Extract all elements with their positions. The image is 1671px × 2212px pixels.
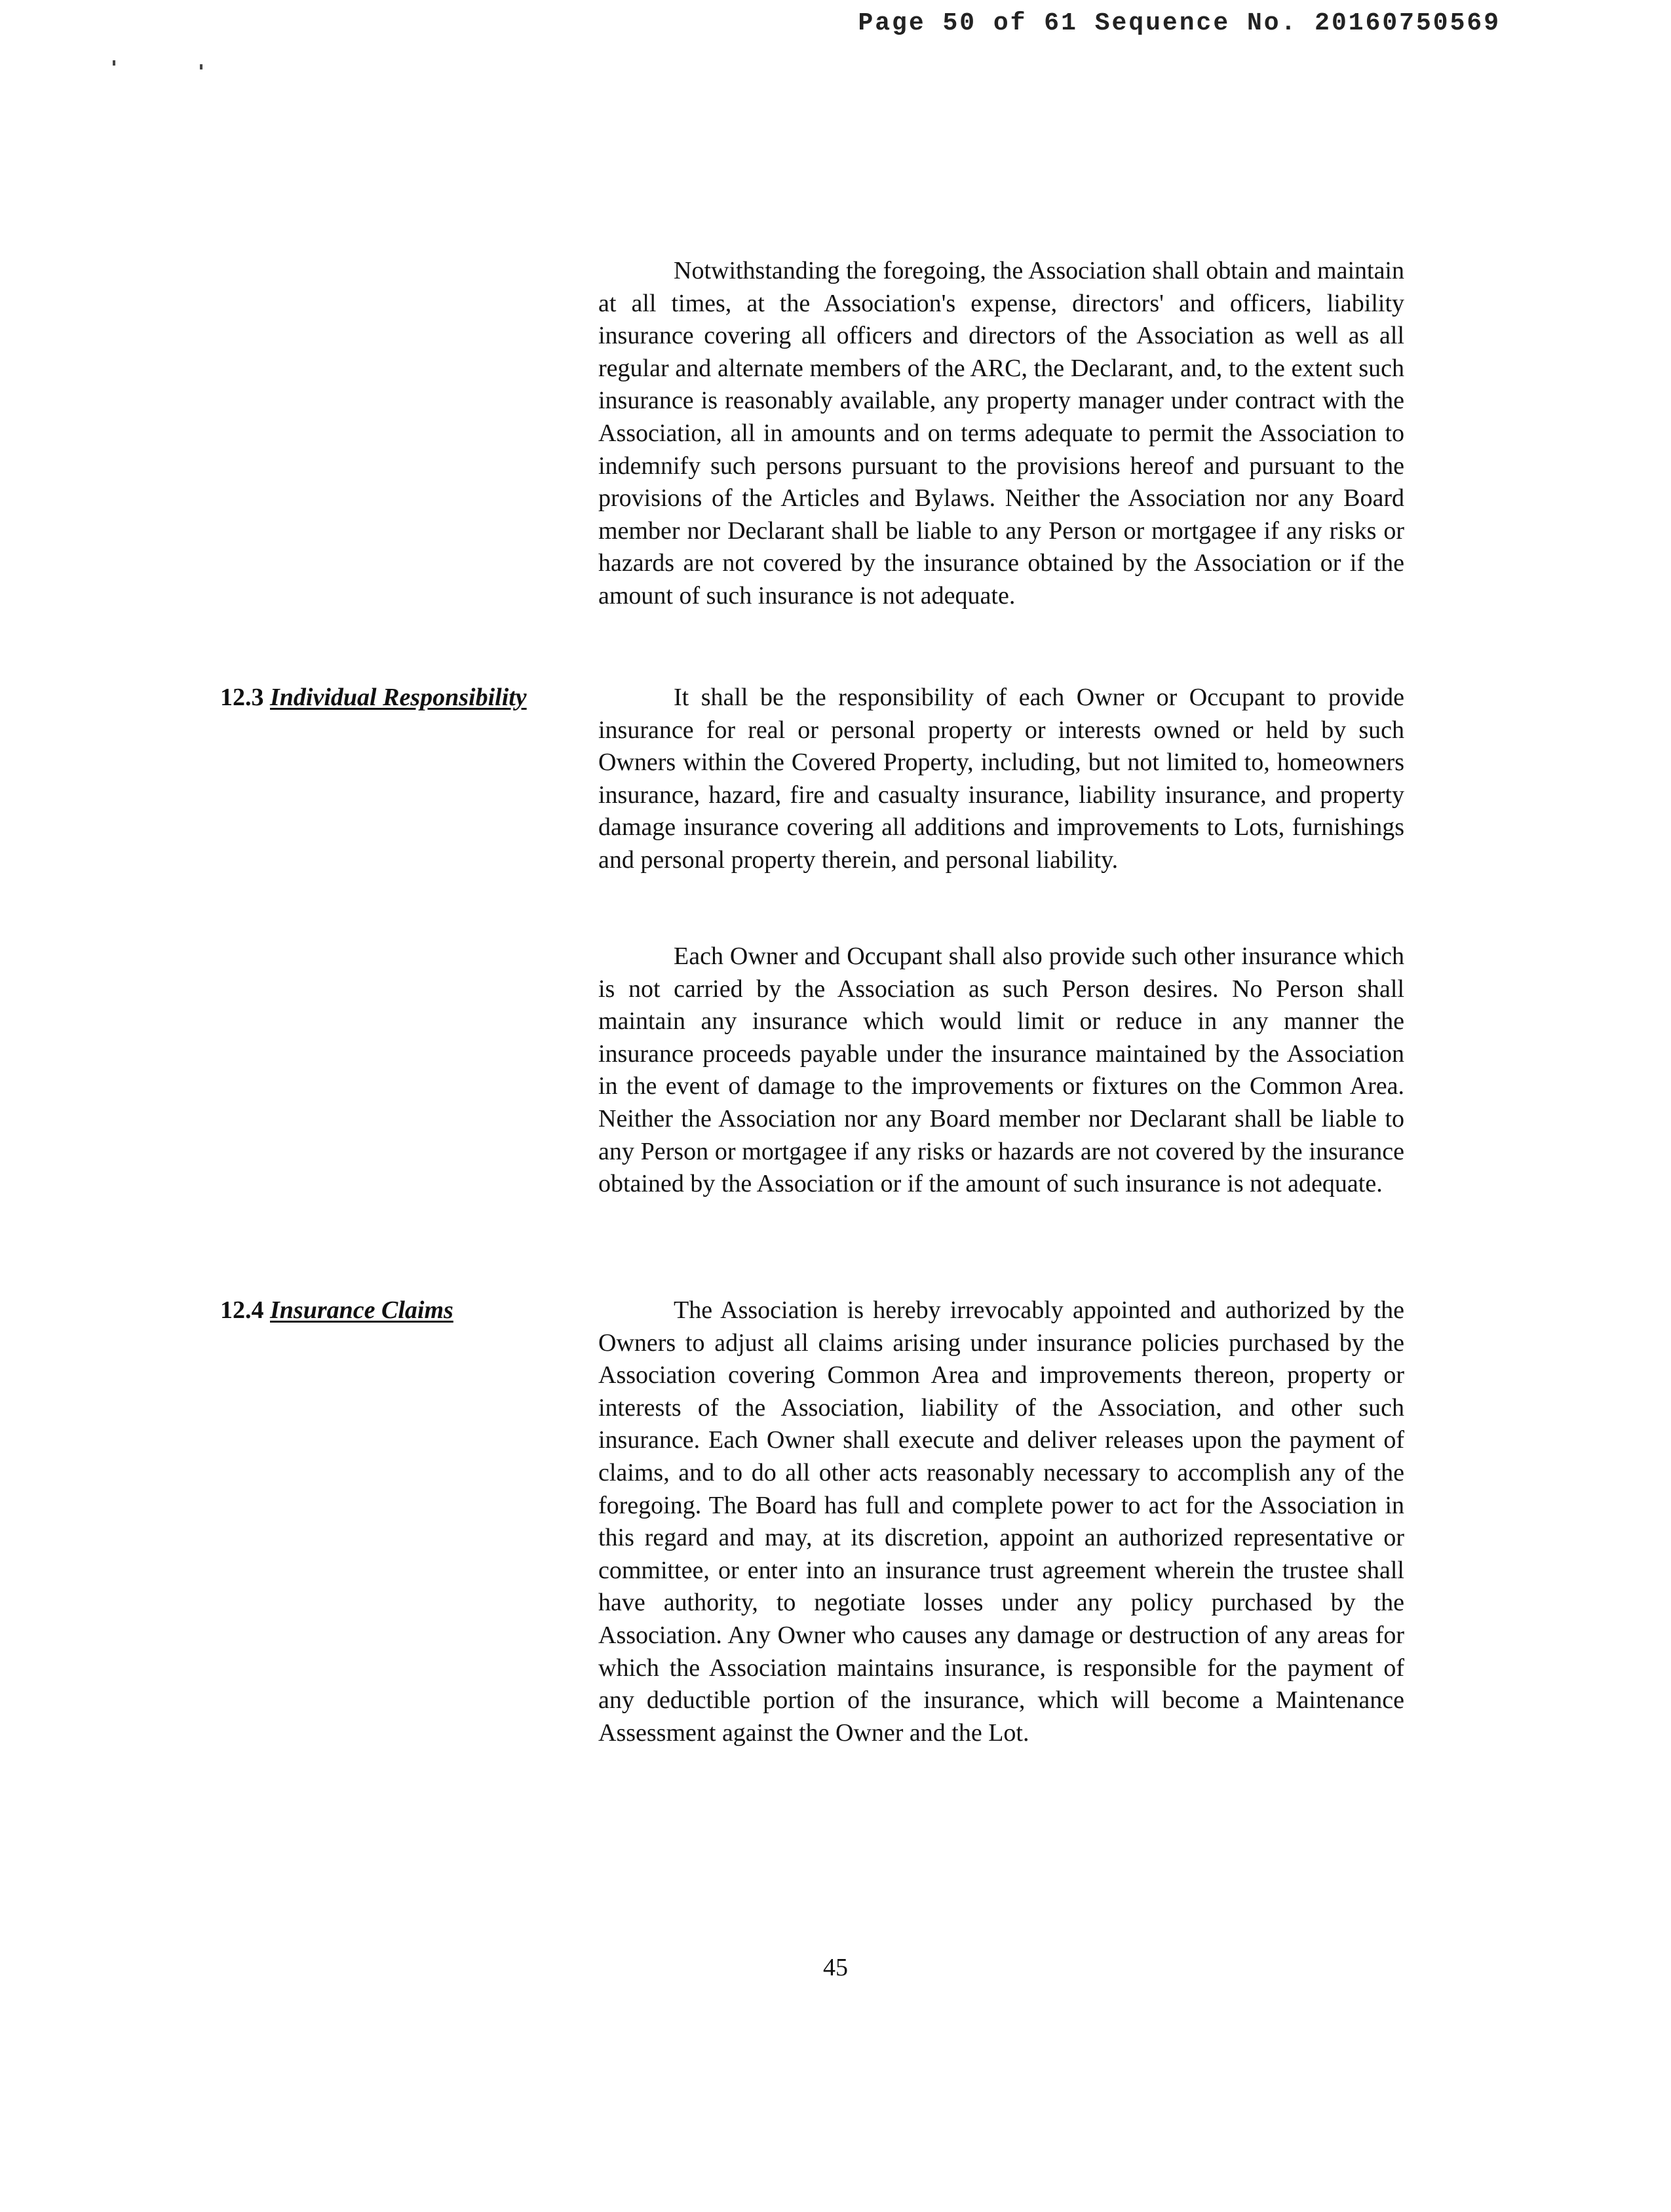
section-title: Insurance Claims bbox=[270, 1296, 453, 1324]
page-sequence-stamp: Page 50 of 61 Sequence No. 20160750569 bbox=[858, 9, 1501, 37]
section-heading-12-3 bbox=[220, 682, 527, 714]
scan-speck bbox=[113, 60, 115, 66]
scan-speck bbox=[200, 64, 202, 69]
indemnity-insurance-paragraph: Notwithstanding the foregoing, the Association shall obtain and maintain at all times, at the Association's expense, directors' and officers, liability insurance covering all officers and directors of the Association as well as all regular and alternate members of the ARC, the Declarant, and, to the extent such insurance is reasonably available, any property manager under contract with the Association, all in amounts and on terms adequate to permit the Association to indemnify such persons pursuant to the provisions hereof and pursuant to the provisions of the Articles and Bylaws. Neither the Association nor any Board member nor Declarant shall be liable to any Person or mortgagee if any risks or hazards are not covered by the insurance obtained by the Association or if the amount of such insurance is not adequate. bbox=[598, 257, 1404, 610]
owner-insurance-paragraph: Each Owner and Occupant shall also provide such other insurance which is not carried by the Association as such Person desires. No Person shall maintain any insurance which would limit or reduce in any manner the insurance proceeds payable under the insurance maintained by the Association in the event of damage to the improvements or fixtures on the Common Area. Neither the Association nor any Board member nor Declarant shall be liable to any Person or mortgagee if any risks or hazards are not covered by the insurance obtained by the Association or if the amount of such insurance is not adequate. bbox=[598, 942, 1404, 1198]
section-heading-12-4 bbox=[220, 1294, 453, 1327]
individual-responsibility-paragraph: It shall be the responsibility of each Owner or Occupant to provide insurance for real or personal property or interests owned or held by such Owners within the Covered Property, including, but not limited to, homeowners insurance, hazard, fire and casualty insurance, liability insurance, and property damage insurance covering all additions and improvements to Lots, furnishings and personal property therein, and personal liability. bbox=[598, 684, 1404, 874]
page-number: 45 bbox=[823, 1954, 848, 1981]
section-number: 12.3 bbox=[220, 684, 264, 711]
section-number: 12.4 bbox=[220, 1296, 264, 1324]
insurance-claims-paragraph: The Association is hereby irrevocably appointed and authorized by the Owners to adjust all claims arising under insurance policies purchased by the Association covering Common Area and improvements thereon, property or interests of the Association, liability of the Association, and other such insurance. Each Owner shall execute and deliver releases upon the payment of claims, and to do all other acts reasonably necessary to accomplish any of the foregoing. The Board has full and complete power to act for the Association in this regard and may, at its discretion, appoint an authorized representative or committee, or enter into an insurance trust agreement wherein the trustee shall have authority, to negotiate losses under any policy purchased by the Association. Any Owner who causes any damage or destruction of any areas for which the Association maintains insurance, is responsible for the payment of any deductible portion of the insurance, which will become a Maintenance Assessment against the Owner and the Lot. bbox=[598, 1296, 1404, 1747]
section-title: Individual Responsibility bbox=[270, 684, 527, 711]
